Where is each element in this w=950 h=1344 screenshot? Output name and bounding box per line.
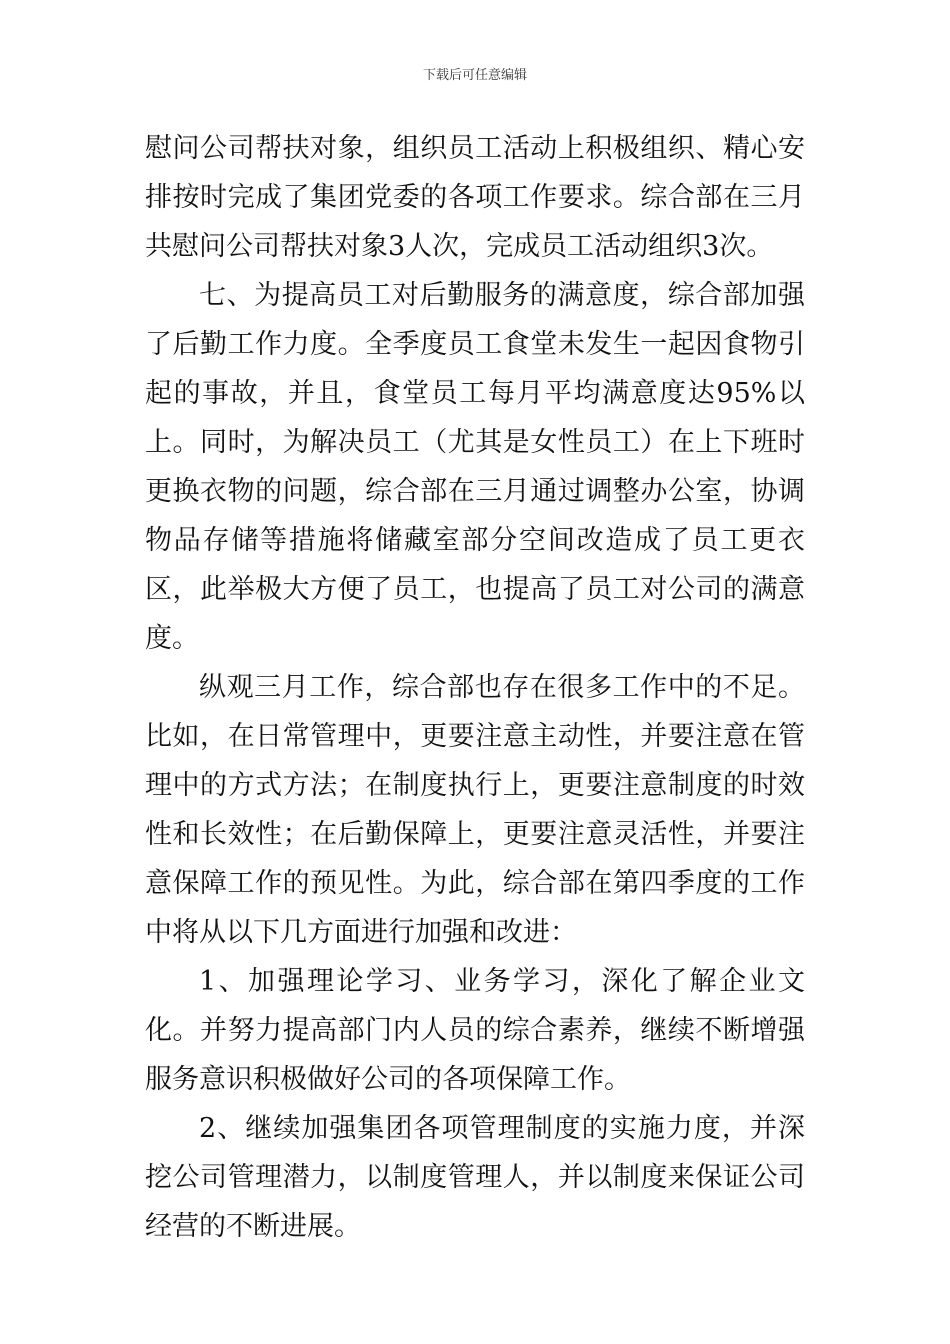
paragraph-improvement-2: 2、继续加强集团各项管理制度的实施力度，并深挖公司管理潜力，以制度管理人，并以制度来保证公司经营的不断进展。 (145, 1113, 805, 1242)
paragraph-continuation: 慰问公司帮扶对象，组织员工活动上积极组织、精心安排按时完成了集团党委的各项工作要求。综合部在三月共慰问公司帮扶对象3人次，完成员工活动组织3次。 (145, 133, 805, 262)
paragraph-item-seven: 七、为提高员工对后勤服务的满意度，综合部加强了后勤工作力度。全季度员工食堂未发生一起因食物引起的事故，并且，食堂员工每月平均满意度达95%以上。同时，为解决员工（尤其是女性员工）在上下班时更换衣物的问题，综合部在三月通过调整办公室，协调物品存储等措施将储藏室部分空间改造成了员工更衣区，此举极大方便了员工，也提高了员工对公司的满意度。 (145, 280, 805, 654)
page-header: 下载后可任意编辑 (422, 68, 527, 83)
paragraph-improvement-1: 1、加强理论学习、业务学习，深化了解企业文化。并努力提高部门内人员的综合素养，继续不断增强服务意识积极做好公司的各项保障工作。 (145, 966, 805, 1095)
document-body (145, 124, 805, 1251)
paragraph-summary: 纵观三月工作，综合部也存在很多工作中的不足。比如，在日常管理中，更要注意主动性，并要注意在管理中的方式方法；在制度执行上，更要注意制度的时效性和长效性；在后勤保障上，更要注意灵活性，并要注意保障工作的预见性。为此，综合部在第四季度的工作中将从以下几方面进行加强和改进： (145, 672, 805, 948)
